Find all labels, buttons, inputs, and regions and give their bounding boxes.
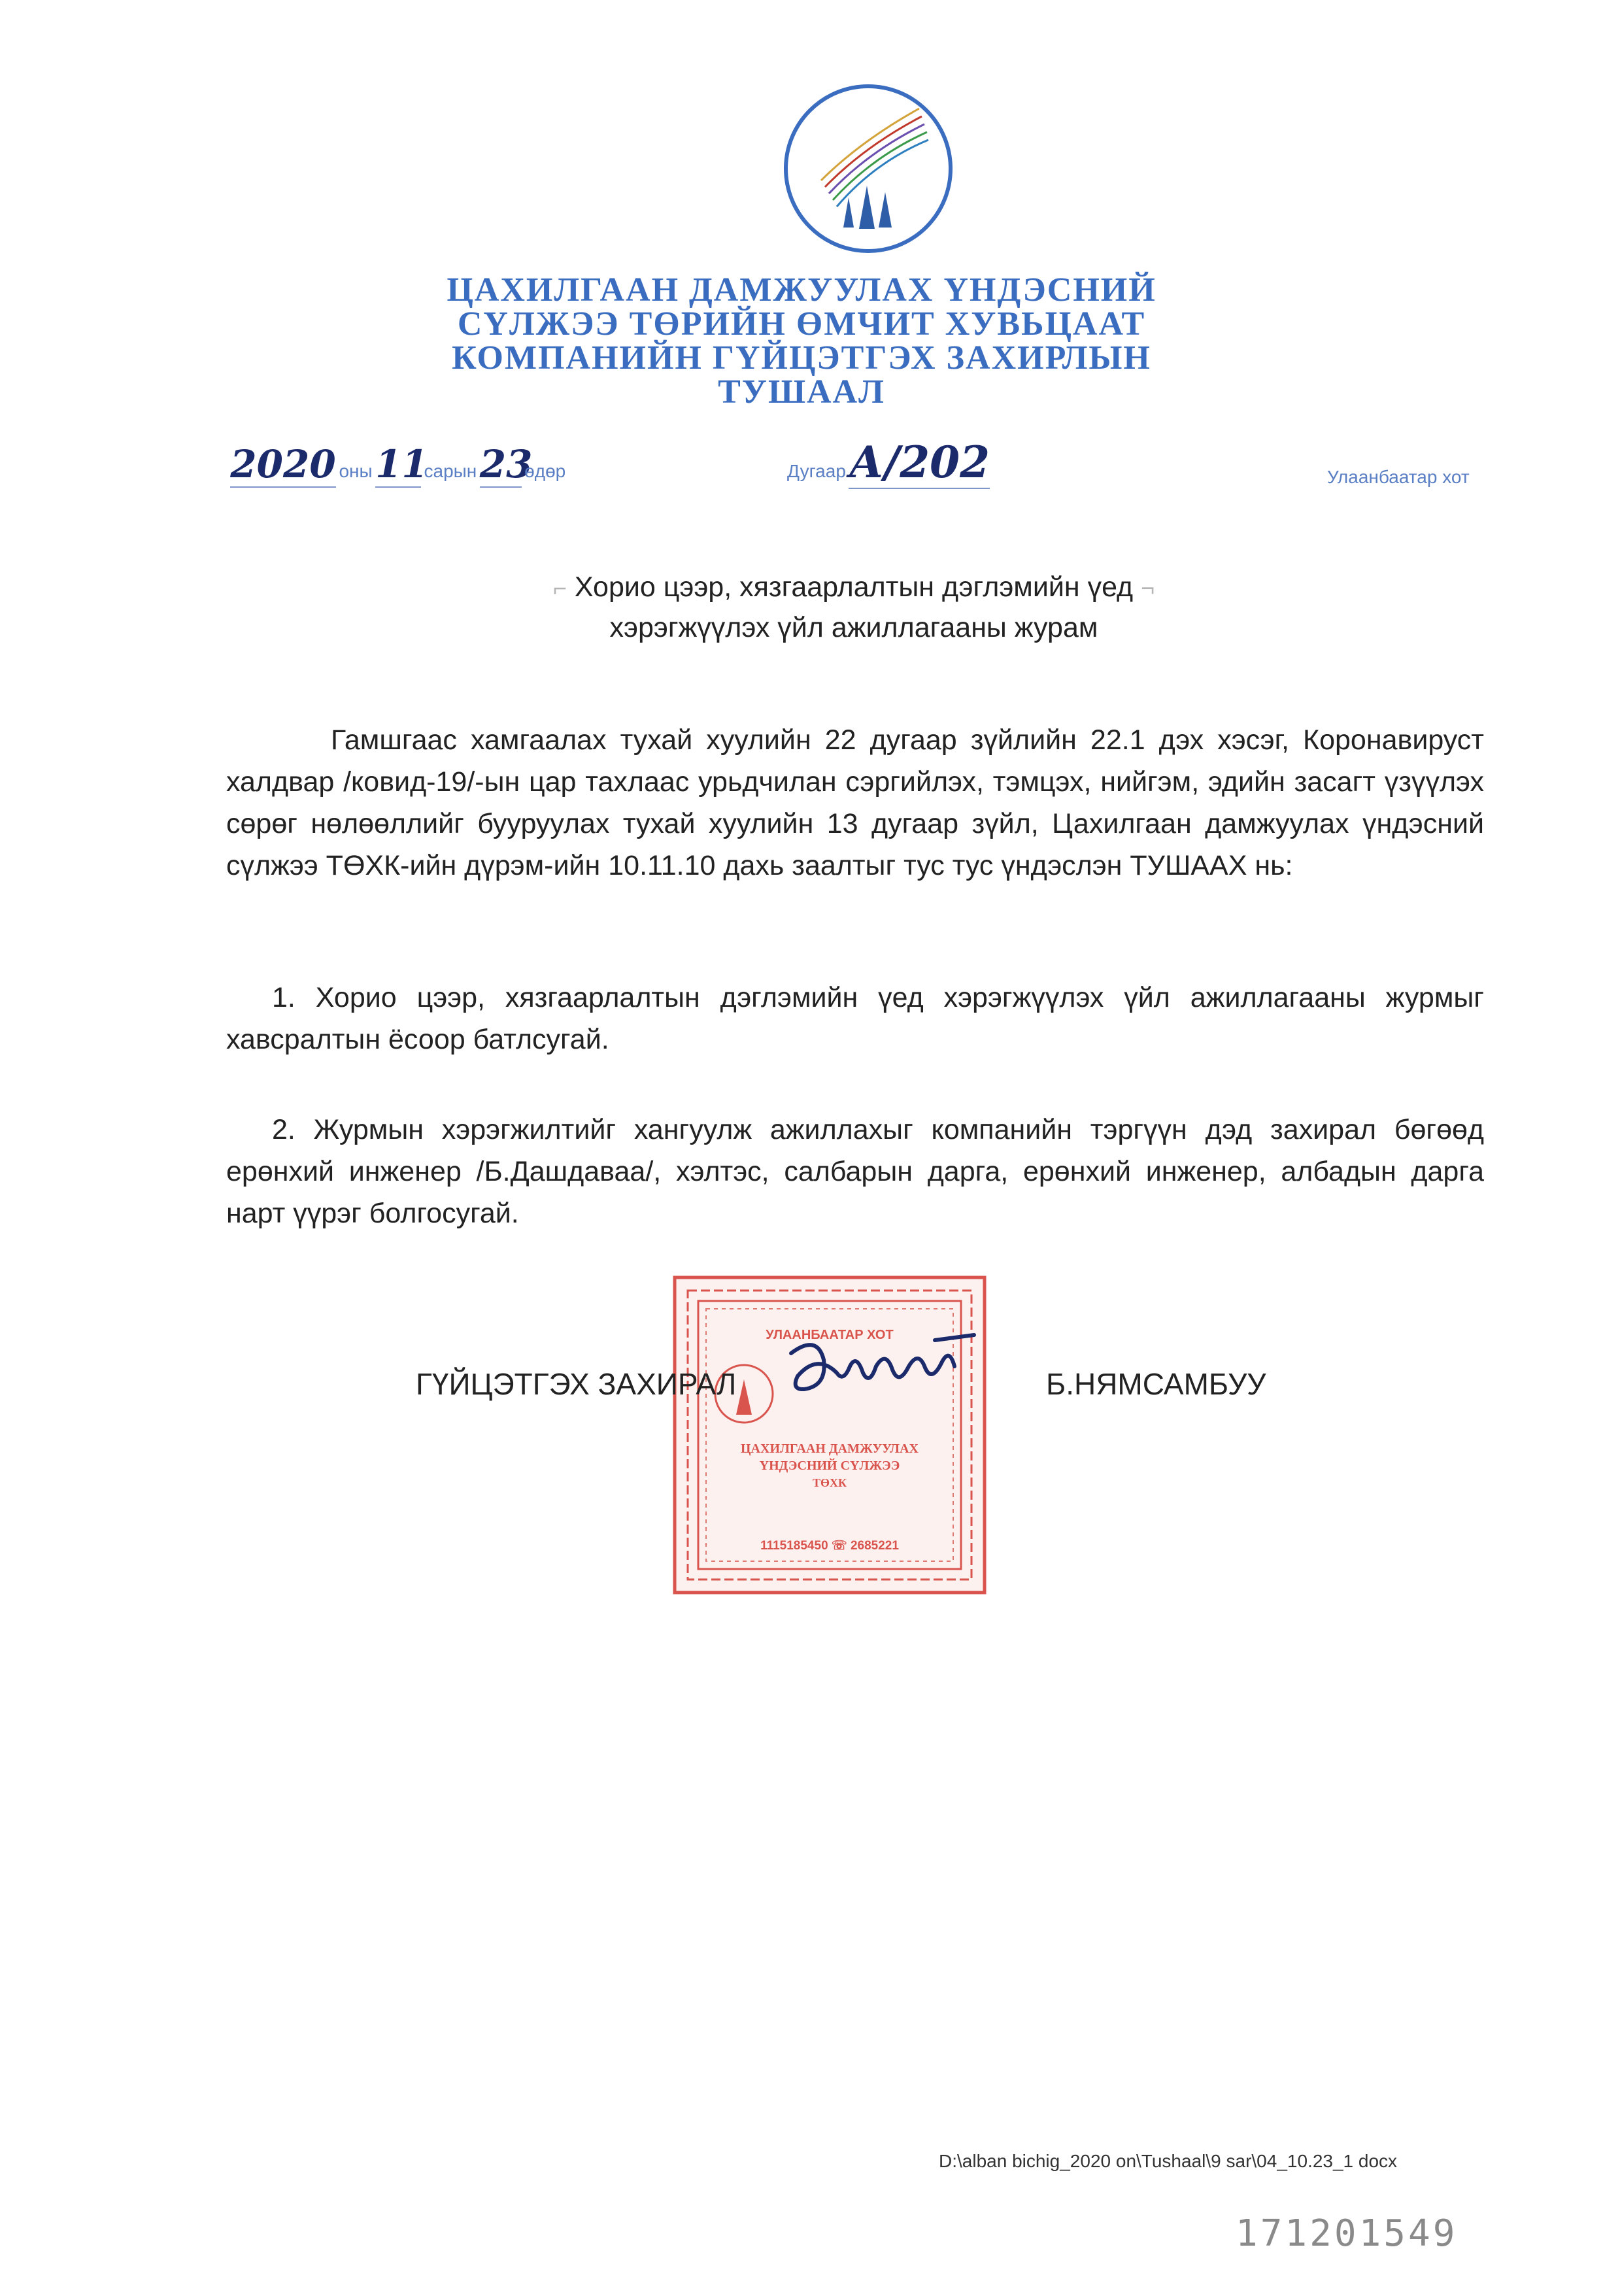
date-month: 11 bbox=[375, 442, 428, 486]
company-logo bbox=[782, 82, 954, 255]
seal-city: УЛААНБААТАР ХОТ bbox=[766, 1328, 894, 1342]
seal-org-line: ҮНДЭСНИЙ СҮЛЖЭЭ bbox=[759, 1459, 900, 1473]
date-year-suffix: оны bbox=[339, 461, 373, 481]
title-bracket-left: ⌐ bbox=[552, 575, 567, 601]
signatory-position: ГҮЙЦЭТГЭХ ЗАХИРАЛ bbox=[416, 1367, 737, 1401]
file-path: D:\alban bichig_2020 on\Tushaal\9 sar\04_10.23_1 docx bbox=[939, 2151, 1398, 2171]
org-header-line: КОМПАНИЙН ГҮЙЦЭТГЭХ ЗАХИРЛЫН bbox=[452, 339, 1151, 377]
title-line: Хорио цээр, хязгаарлалтын дэглэмийн үед bbox=[574, 571, 1134, 603]
official-seal bbox=[672, 1275, 987, 1595]
body-preamble: Гамшгаас хамгаалах тухай хуулийн 22 дугаар зүйлийн 22.1 дэх хэсэг, Коронавируст халдвар /ковид-19/-ын цар тахлаас урьдчилан сэргийлэх, тэмцэх, нийгэм, эдийн засагт үзүүлэх сөрөг нөлөөллийг бууруулах тухай хуулийн 13 дугаар зүйл, Цахилгаан дамжуулах үндэсний сүлжээ ТӨХК-ийн дүрэм-ийн 10.11.10 дахь заалтыг тус тус үндэслэн ТУШААХ нь: bbox=[226, 724, 1484, 881]
seal-org-line: ЦАХИЛГААН ДАМЖУУЛАХ bbox=[741, 1442, 919, 1456]
org-header-line: ТУШААЛ bbox=[718, 373, 885, 411]
signatory-name: Б.НЯМСАМБУУ bbox=[1046, 1367, 1266, 1401]
date-field bbox=[230, 442, 565, 488]
title-line: хэрэгжүүлэх үйл ажиллагааны журам bbox=[609, 612, 1098, 643]
order-number-field bbox=[787, 437, 990, 489]
date-year: 2020 bbox=[230, 442, 336, 486]
org-header-line: СҮЛЖЭЭ ТӨРИЙН ӨМЧИТ ХУВЬЦААТ bbox=[457, 305, 1146, 343]
seal-registration: 1115185450 ☏ 2685221 bbox=[760, 1539, 899, 1553]
seal-org-line: ТӨХК bbox=[812, 1476, 847, 1489]
document-serial-number: 171201549 bbox=[1236, 2212, 1458, 2255]
body-item-1: 1. Хорио цээр, хязгаарлалтын дэглэмийн үед хэрэгжүүлэх үйл ажиллагааны журмыг хавсралтын ёсоор батлсугай. bbox=[226, 982, 1484, 1055]
date-day-suffix: өдөр bbox=[524, 461, 566, 481]
date-month-suffix: сарын bbox=[424, 461, 477, 481]
city-label: Улаанбаатар хот bbox=[1327, 467, 1470, 487]
org-header-line: ЦАХИЛГААН ДАМЖУУЛАХ ҮНДЭСНИЙ bbox=[447, 271, 1156, 309]
title-bracket-right: ¬ bbox=[1141, 575, 1155, 601]
body-item-2: 2. Журмын хэрэгжилтийг хангуулж ажиллахыг компанийн тэргүүн дэд захирал бөгөөд ерөнхий инженер /Б.Дашдаваа/, хэлтэс, салбарын дарга, ерөнхий инженер, албадын дарга нарт үүрэг болгосугай. bbox=[226, 1114, 1484, 1229]
date-day: 23 bbox=[479, 442, 533, 486]
handwritten-signature bbox=[778, 1327, 987, 1412]
document-title bbox=[494, 567, 1213, 647]
order-number: А/202 bbox=[849, 437, 990, 488]
org-header bbox=[409, 273, 1194, 409]
order-number-label: Дугаар bbox=[787, 461, 846, 481]
